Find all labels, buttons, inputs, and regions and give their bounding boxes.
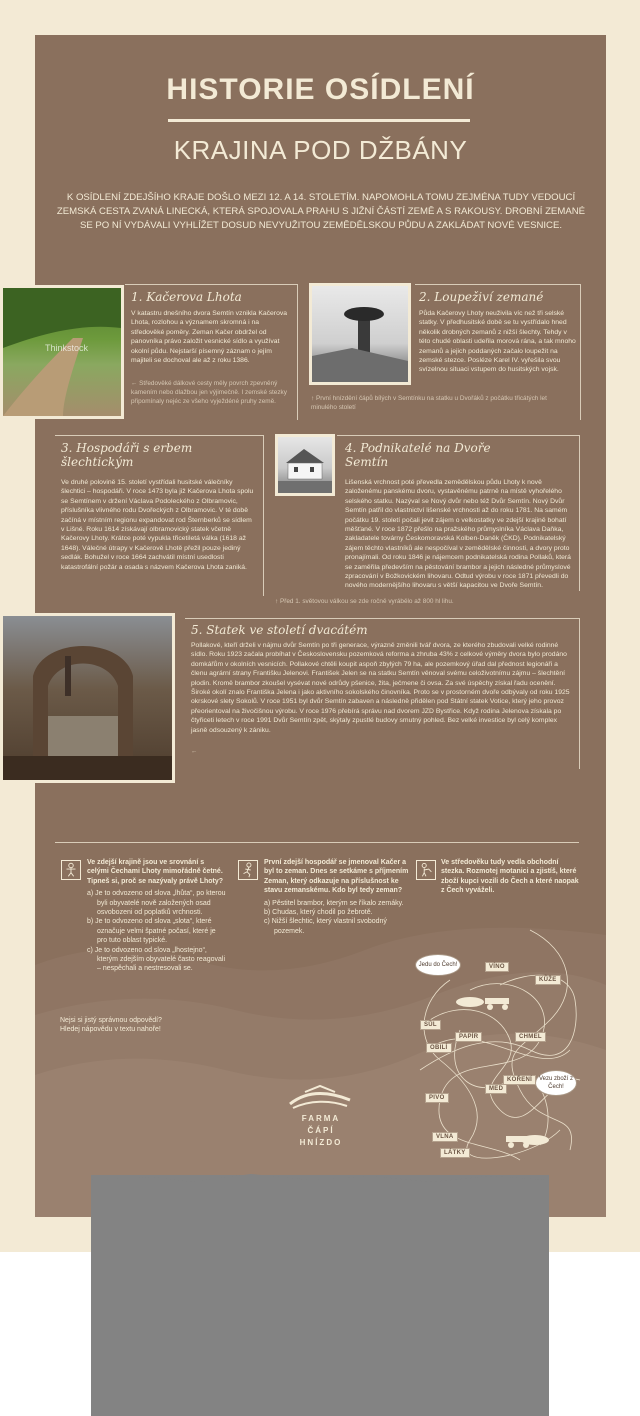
maze-word-chmel[interactable]: CHMEL [515,1032,546,1042]
title-divider [168,119,470,122]
hint-text: Nejsi si jistý správnou odpovědí? Hledej nápovědu v textu nahoře! [60,1017,162,1034]
maze-word-latky[interactable]: LÁTKY [440,1148,470,1158]
photo-ruined-barn [0,613,175,783]
maze-word-kuze[interactable]: KŮŽE [535,975,561,985]
logo-line-3: HNÍZDO [299,1138,343,1147]
logo-line-2: ČÁPÍ [307,1126,335,1135]
maze-word-vlna[interactable]: VLNA [432,1132,458,1142]
quiz-1 [87,858,227,974]
quiz-2-answer-a[interactable]: a) Pěstitel brambor, kterým se říkalo zemáky. [264,899,404,907]
quiz-1-question: Ve zdejší krajině jsou ve srovnání s celými Čechami Lhoty mimořádně četné. Tipneš si, proč se nazývaly právě Lhoty? [87,859,224,885]
photo-field-path [0,285,124,419]
quiz-3 [441,858,581,896]
bubble-leaving-bohemia-text: Vezu zboží z Čech! [538,1076,574,1090]
page-title: HISTORIE OSÍDLENÍ [166,73,475,106]
child-figure-icon [61,860,81,880]
photo-stork-nest-drawing [312,286,408,382]
section-1-text: V katastru dnešního dvora Semtín vznikla Kačerova Lhota, rozlohou a významem skromná i na středověké poměry. Zeman Kačer obdržel od panovníka právo založit vesnické sídlo a využívat okolní půdu. Nejstarší písemný záznam o jejím majiteli se dochoval ale až z roku 1386. [131,310,288,365]
maze-lines [410,910,590,1170]
section-2-caption: ↑ První hnízdění čápů bílých v Semtínku na statku u Dvořáků z počátku třicátých let minulého století [311,395,547,411]
section-5-text: Pollakové, kteří drželi v nájmu dvůr Semtín po tři generace, výrazně změnili tvář dvora, ze kterého zbudovali velké rodinné sídlo. Roku 1923 začala probíhat v Československu pozemková reforma a zhruba 43% z celkové výměry dvora bylo prodáno domkářům v okolních vesnicích. Pollakové chtěli koupit aspoň zbylých 79 ha, ale pozemkový úřad dal přednost legionáři a členu agrární strany Františku Jelenovi. František Jelen se na statku Semtín věnoval svému celoživotnímu zájmu – šlechtění plodin. Kromě brambor zkoušel vysévat nové odrůdy pšenice, žita, ječmene či ovsa. Za své úspěchy získal řadu ocenění. Široké okolí znalo Františka Jelena i jako aktivního sokolského činovníka. Proto se v prostorném dvoře odbývaly od roku 1925 okrskové slety Sokolů. V roce 1951 byl dvůr Semtín zabaven a následně přidělen pod Státní statek Votice, který jeho provoz přeorientoval na živočišnou výrobu. V roce 1976 přebírá správu nad dvorem JZD Bystřice. Když rodina Jelenova získala po čtyřiceti letech v roce 1991 Dvůr Semtín zpět, skýtaly zpustlé budovy smutný pohled. Bez velké investice byl celý komplex jasně odsouzený k zániku. [191,642,570,734]
photo-stork-nest [309,283,411,385]
intro-text: K OSÍDLENÍ ZDEJŠÍHO KRAJE DOŠLO MEZI 12. A 14. STOLETÍM. NAPOMOHLA TOMU ZEJMÉNA TUDY VEDOUCÍ ZEMSKÁ CESTA ZVANÁ LINECKÁ, KTERÁ SPOJOVALA PRAHU S JIŽNÍ ČÁSTÍ ZEMĚ A S RAKOUSY. DROBNÍ ZEMANÉ SE PO NÍ VYDÁVALI VYHLÍŽET DOSUD NEVYUŽITOU ZEMĚDĚLSKOU PŮDU A ZAKLÁDAT NOVÉ VESNICE. [56,192,586,231]
quiz-1-answer-c[interactable]: c) Je to odvozeno od slova „lhostejno“, kterým zdejším obyvatelé často reagovali – nespěchali a nestresovali se. [87,946,225,973]
section-1-title: 1. Kačerova Lhota [131,290,242,304]
merchant-figure-icon [416,860,436,880]
section-2-text: Půda Kačerovy Lhoty neuživila víc než tři selské statky. V předhusitské době se tu vystřídalo hned několik drobných zemanů z nižší šlechty. Tehdy v této chudé oblasti udeřila morová rána, a tak mnoho zemanů a jejich poddaných začalo loupežit na zemské stezce. Posléze Karel IV. vyřešila svou svízelnou situaci vstupem do husitských vojsk. [419,310,576,374]
maze-word-med[interactable]: MED [485,1084,507,1094]
quiz-divider [55,842,579,843]
logo-line-1: FARMA [301,1114,341,1123]
section-3-text: Ve druhé polovině 15. století vystřídali husitské válečníky šlechtici – hospodáři. V roce 1473 byla již Kačerova Lhota spolu se Semtínem v držení Václava Podoleckého z Olbramovic, příslušníka vlivného rodu Dvořeckých z Olbramovic. V té době začíná v místním regionu expandovat rod Šternberků se sídlem v Lišné. Roku 1614 získávají olbramovický statek včetně Kačerovy Lhoty. Krátce poté vypukla třicetiletá válka (1618 až 1648). Válečné útrapy v Kačerově Lhotě přežil pouze jediný sedlák. Bohužel v roce 1664 zachvátil místní usedlosti katastrofální požár a osada s názvem Kačerova Lhota zaniká. [61,479,254,571]
section-1-caption: ← Středověké dálkové cesty měly povrch zpevněný kamením nebo dlažbou jen výjimečně. I zemské stezky připomínaly nejéc ze všeho vyježdéné pruhy země. [131,380,287,405]
section-4-text: Lišenská vrchnost poté převedla zemědělskou půdu Lhoty k nově založenému panskému dvoru, vystavěnému patrně na místě vyhořelého selského statku. Nazýval se Nový dvůr nebo též Dvůr Semtín. Nový Dvůr Semtín patřil do vlastnictví lišenské vrchnosti až do roku 1781. Na samém počátku 19. století počali jevit zájem o velkostatky ve zdejší krajině bohatí měšťané. V roce 1872 přešlo na pražského průmyslníka Václava Daňka, zakladatele továrny Českomoravská Kolben-Daněk (ČKD). Podnikatelský zájem těchto vlastníků ale nespočíval v zemědělské činnosti, a dvory proto pronajímali. Od roku 1846 je nájemcem podnikatelská rodina Pollaků, která se zaměřila především na pěstování brambor a jejich následné průmyslové zpracování v Božkovickém lihovaru. Odtud výrobu v roce 1871 převedli do nového modernějšího lihovaru s větší kapacitou ve Dvoře Semtín. [345,479,571,590]
quiz-2-answers [264,899,414,937]
quiz-1-answer-a[interactable]: a) Je to odvozeno od slova „lhůta“, po kterou byli obyvatelé nově založených osad osvobozeni od poplatků vrchnosti. [87,890,226,917]
page-subtitle: KRAJINA POD DŽBÁNY [173,135,468,165]
quiz-3-question: Ve středověku tudy vedla obchodní stezka. Rozmotej motanici a zjistíš, které zboží kupci vozili do Čech a které naopak z Čech vyváželi. [441,859,579,895]
quiz-2-question: První zdejší hospodář se jmenoval Kačer a byl to zeman. Dnes se setkáme s příjmením Zeman, který odkazuje na příslušnost ke stavu zemanskému. Kdo byl tedy zeman? [264,859,409,895]
photo-farmhouse [275,434,335,496]
maze-word-vino[interactable]: VÍNO [485,962,509,972]
running-figure-icon [238,860,258,880]
maze-word-sul[interactable]: SŮL [420,1020,441,1030]
horse-cart-illustration [456,997,549,1148]
stork-nest-logo-icon [285,1082,355,1112]
maze-word-koreni[interactable]: KOŘENÍ [503,1075,536,1085]
photo-ruined-barn-drawing [3,616,172,780]
maze-word-papir[interactable]: PAPÍR [455,1032,482,1042]
quiz-1-answer-b[interactable]: b) Je to odvozeno od slova „slota“, které označuje velmi špatné počasí, které je pro tuto oblast typické. [87,918,216,945]
bubble-going-to-bohemia: Jedu do Čech! [415,954,461,976]
maze-puzzle[interactable] [410,910,590,1170]
section-5-title: 5. Statek ve století dvacátém [191,623,368,637]
quiz-2-answer-b[interactable]: b) Chudas, který chodil po žebrotě. [264,909,373,917]
photo-farmhouse-drawing [278,437,332,493]
photo-watermark: Thinkstock [45,343,89,353]
quiz-2-answer-c[interactable]: c) Nižší šlechtic, který vlastnil svobodný pozemek. [264,918,387,935]
section-4-title: 4. Podnikatelé na Dvoře Semtín [345,441,491,469]
quiz-1-answers [87,889,227,974]
bubble-leaving-bohemia [535,1070,577,1096]
maze-word-obili[interactable]: OBILÍ [426,1043,452,1053]
quiz-2 [264,858,414,936]
stand-silhouette [91,1172,549,1212]
maze-word-pivo[interactable]: PIVO [425,1093,449,1103]
section-3-title: 3. Hospodáři s erbem šlechtickým [61,441,193,469]
section-5-caption: ← [191,748,198,755]
section-2-title: 2. Loupeživí zemané [419,290,544,304]
section-4-caption: ↑ Před 1. světovou válkou se zde ročně vyrábělo až 800 hl lihu. [275,598,454,605]
